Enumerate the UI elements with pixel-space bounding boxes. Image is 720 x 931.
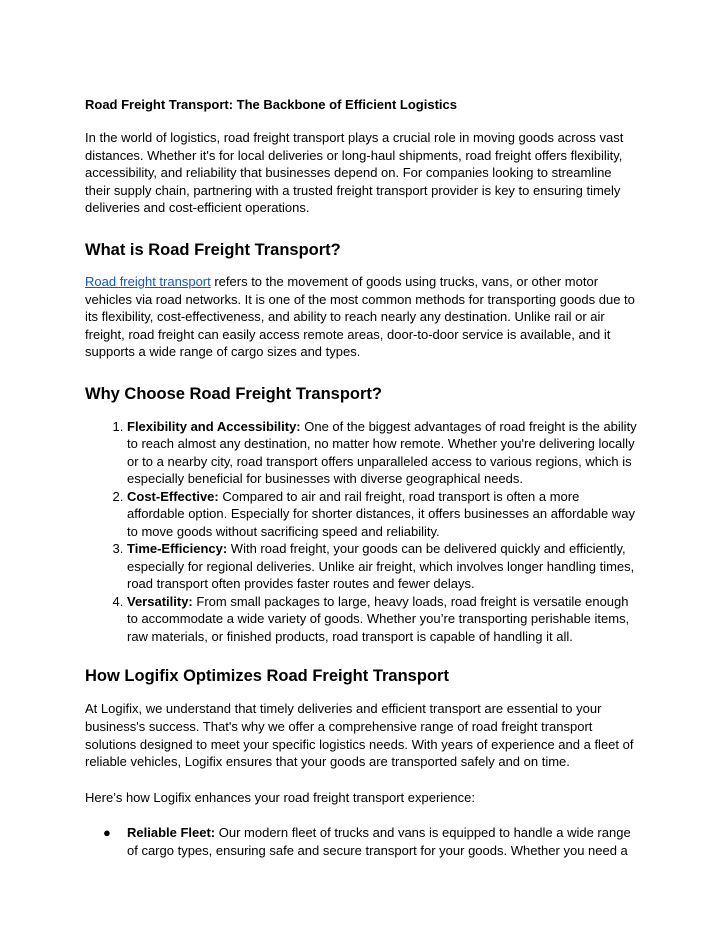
list-item-label: Flexibility and Accessibility: — [127, 418, 301, 434]
what-paragraph — [85, 273, 637, 361]
how-bullet-list — [85, 824, 637, 859]
document-title: Road Freight Transport: The Backbone of Efficient Logistics — [85, 97, 457, 112]
list-item — [127, 540, 637, 593]
road-freight-link[interactable]: Road freight transport — [85, 273, 211, 289]
list-item — [127, 593, 637, 646]
bullet-icon: ● — [103, 825, 111, 841]
what-paragraph-body: refers to the movement of goods using trucks, vans, or other motor vehicles via road networks. It is one of the most common methods for transporting goods due to its flexibility, cost-effectiveness, and ability to reach nearly any destination. Unlike rail or air freight, road freight can easily access remote areas, door-to-door service is available, and it supports a wide range of cargo sizes and types. — [85, 273, 635, 360]
list-item-text: One of the biggest advantages of road freight is the ability to reach almost any destination, no matter how remote. Whether you're delivering locally or to a nearby city, road transport offers unparalleled access to various regions, which is especially beneficial for businesses with diverse geographical needs. — [127, 418, 637, 487]
list-item-label: Versatility: — [127, 593, 193, 609]
list-item-label: Time-Efficiency: — [127, 541, 228, 557]
list-item-label: Reliable Fleet: — [127, 825, 216, 841]
how-paragraph-1: At Logifix, we understand that timely deliveries and efficient transport are essential to your business's success. That's why we offer a comprehensive range of road freight transport solutions designed to meet your specific logistics needs. With years of experience and a fleet of reliable vehicles, Logifix ensures that your goods are transported safely and on time. — [85, 701, 634, 770]
heading-what-is: What is Road Freight Transport? — [85, 240, 341, 259]
list-item — [103, 824, 637, 859]
intro-paragraph: In the world of logistics, road freight transport plays a crucial role in moving goods across vast distances. Whether it's for local deliveries or long-haul shipments, road freight offers flexibility, accessibility, and reliability that businesses depend on. For companies looking to streamline their supply chain, partnering with a trusted freight transport provider is key to ensuring timely deliveries and cost-efficient operations. — [85, 130, 624, 216]
list-item-text: From small packages to large, heavy loads, road freight is versatile enough to accommodate a wide variety of goods. Whether you’re transporting perishable items, raw materials, or finished products, road transport is capable of handling it all. — [127, 593, 630, 644]
list-item-label: Cost-Effective: — [127, 488, 219, 504]
list-item — [127, 418, 637, 488]
list-item-text: Our modern fleet of trucks and vans is equipped to handle a wide range of cargo types, ensuring safe and secure transport for your goods. Whether you need a — [127, 825, 631, 858]
list-item-text: Compared to air and rail freight, road transport is often a more affordable option. Especially for shorter distances, it offers businesses an affordable way to move goods without sacrificing speed and reliability. — [127, 488, 636, 539]
why-list — [85, 418, 637, 646]
list-item — [127, 488, 637, 541]
how-paragraph-2: Here’s how Logifix enhances your road freight transport experience: — [85, 789, 475, 805]
document-page — [85, 96, 637, 859]
heading-why-choose: Why Choose Road Freight Transport? — [85, 384, 383, 403]
list-item-text: With road freight, your goods can be delivered quickly and efficiently, especially for regional deliveries. Unlike air freight, which involves longer handling times, road transport often provides faster routes and fewer delays. — [127, 541, 635, 592]
heading-how-logifix: How Logifix Optimizes Road Freight Transport — [85, 667, 449, 686]
